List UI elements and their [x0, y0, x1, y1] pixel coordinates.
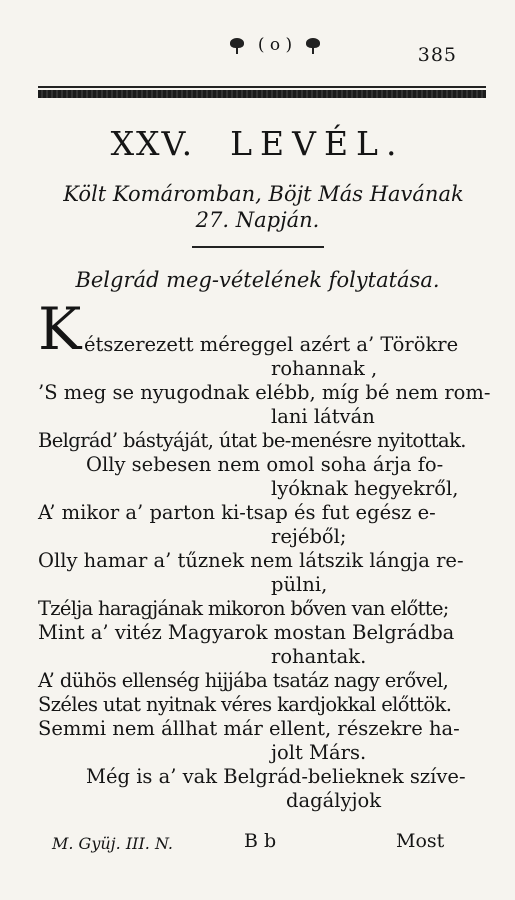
page-number: 385	[417, 44, 457, 66]
subtitle-line-1: Költ Komáromban, Böjt Más Havának	[63, 182, 464, 206]
text-line: Még is a’ vak Belgrád-belieknek szíve-	[86, 765, 466, 788]
text-line: Mint a’ vitéz Magyarok mostan Belgrádba	[38, 621, 455, 644]
text-line: rohantak.	[271, 645, 367, 668]
text-line: rejéből;	[271, 525, 347, 548]
text-line: ’S meg se nyugodnak elébb, míg bé nem rom-	[38, 381, 491, 404]
text-line: Belgrád’ bástyáját, útat be-menésre nyitottak.	[38, 429, 466, 452]
text-line: Széles utat nyitnak véres kardjokkal előttök.	[38, 693, 452, 716]
text-line: jolt Márs.	[271, 741, 367, 764]
chapter-word: LEVÉL.	[230, 124, 405, 163]
text-line: étszerezett méreggel azért a’ Törökre	[84, 333, 459, 356]
catchword: Most	[396, 830, 445, 852]
signature-mark: M. Gyüj. III. N.	[52, 834, 174, 853]
drop-cap: K	[38, 295, 82, 363]
text-line: pülni,	[271, 573, 328, 596]
text-line: Olly sebesen nem omol soha árja fo-	[86, 453, 444, 476]
text-line: A’ mikor a’ parton ki-tsap és fut egész e-	[38, 501, 436, 524]
text-line: Tzélja haragjának mikoron bőven van előtte;	[38, 597, 449, 620]
header-ornament	[190, 34, 360, 56]
flower-ornament-icon	[226, 36, 248, 54]
text-line: Olly hamar a’ tűznek nem látszik lángja re-	[38, 549, 464, 572]
subtitle-line-2: 27. Napján.	[195, 208, 320, 232]
flower-ornament-icon	[302, 36, 324, 54]
text-line: rohannak ,	[271, 357, 378, 380]
ornament-text: ( o )	[257, 35, 293, 55]
chapter-numeral: XXV.	[110, 124, 195, 163]
text-line: Semmi nem állhat már ellent, részekre ha-	[38, 717, 460, 740]
header-rule-thick	[38, 90, 486, 98]
sheet-mark: B b	[244, 830, 277, 852]
section-divider	[192, 246, 324, 248]
section-heading: Belgrád meg-vételének folytatása.	[75, 268, 440, 292]
header-rule-thin	[38, 86, 486, 88]
text-line: A’ dühös ellenség hijjába tsatáz nagy erővel,	[38, 669, 449, 692]
text-line: lyóknak hegyekről,	[271, 477, 459, 500]
text-line: lani látván	[271, 405, 375, 428]
text-line: dagályjok	[286, 789, 382, 812]
chapter-title	[0, 124, 515, 163]
